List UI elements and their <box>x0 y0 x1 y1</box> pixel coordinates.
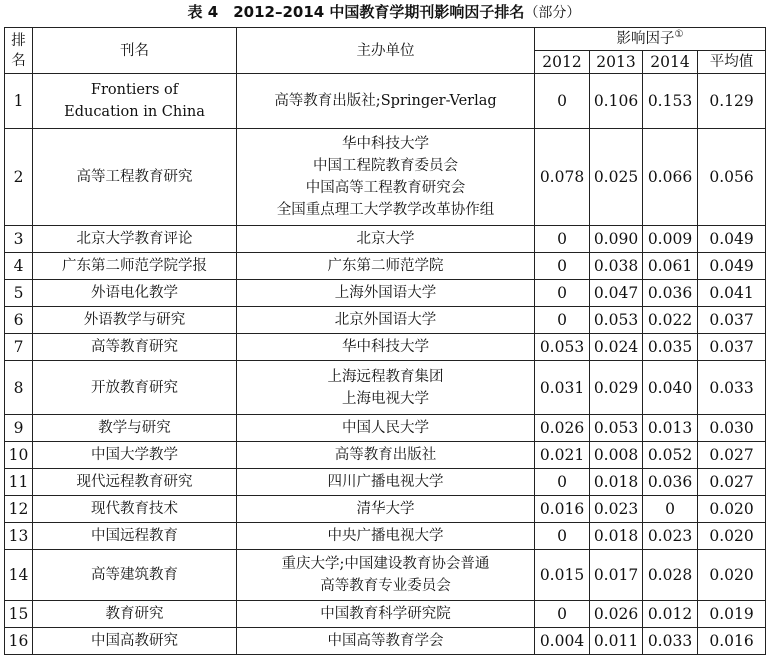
sponsor-cell-line: 中央广播电视大学 <box>327 528 444 544</box>
if-2013-cell: 0.025 <box>590 129 643 226</box>
average-cell: 0.033 <box>698 361 766 415</box>
if-2013-cell: 0.090 <box>590 226 643 253</box>
sponsor-cell-line: 中国高等教育学会 <box>327 633 444 649</box>
if-2013-cell: 0.017 <box>590 550 643 601</box>
year-header-2013: 2013 <box>590 51 643 74</box>
year-header-2014: 2014 <box>643 51 698 74</box>
footnote-mark: ① <box>674 29 684 41</box>
sponsor-cell <box>237 550 535 601</box>
sponsor-cell-line: 广东第二师范学院 <box>327 258 444 274</box>
if-2013-cell: 0.047 <box>590 280 643 307</box>
average-cell: 0.129 <box>698 74 766 129</box>
if-2012-cell: 0.053 <box>535 334 590 361</box>
journal-cell <box>33 334 237 361</box>
average-cell: 0.019 <box>698 601 766 628</box>
sponsor-cell-line: 中国工程院教育委员会 <box>313 158 458 174</box>
sponsor-cell-line: 四川广播电视大学 <box>327 474 444 490</box>
if-2012-cell: 0.021 <box>535 442 590 469</box>
sponsor-cell-line: 上海远程教育集团 <box>327 368 444 385</box>
if-2014-cell: 0.009 <box>643 226 698 253</box>
rank-cell: 12 <box>5 496 33 523</box>
if-2013-cell: 0.053 <box>590 307 643 334</box>
table-row <box>5 74 766 129</box>
if-2013-cell: 0.018 <box>590 469 643 496</box>
if-2012-cell: 0 <box>535 469 590 496</box>
if-2013-cell: 0.008 <box>590 442 643 469</box>
journal-cell <box>33 74 237 129</box>
average-cell: 0.049 <box>698 226 766 253</box>
sponsor-cell-line: 中国高等工程教育研究会 <box>305 180 466 196</box>
if-2012-cell: 0 <box>535 226 590 253</box>
if-2014-cell: 0.022 <box>643 307 698 334</box>
average-cell: 0.037 <box>698 334 766 361</box>
rank-cell: 6 <box>5 307 33 334</box>
sponsor-cell <box>237 442 535 469</box>
journal-cell-line: 中国大学教学 <box>91 447 178 463</box>
journal-cell <box>33 550 237 601</box>
if-2013-cell: 0.026 <box>590 601 643 628</box>
journal-cell <box>33 601 237 628</box>
table-row <box>5 226 766 253</box>
sponsor-cell <box>237 523 535 550</box>
impact-factor-table <box>4 27 766 655</box>
impact-factor-header <box>535 28 766 51</box>
sponsor-cell <box>237 129 535 226</box>
if-2012-cell: 0.015 <box>535 550 590 601</box>
if-2013-cell: 0.053 <box>590 415 643 442</box>
journal-cell <box>33 523 237 550</box>
journal-cell-line: 外语教学与研究 <box>83 312 186 328</box>
table-row <box>5 334 766 361</box>
sponsor-cell <box>237 280 535 307</box>
if-2014-cell: 0.023 <box>643 523 698 550</box>
if-2014-cell: 0.028 <box>643 550 698 601</box>
year-header-2012: 2012 <box>535 51 590 74</box>
rank-cell: 4 <box>5 253 33 280</box>
rank-cell: 1 <box>5 74 33 129</box>
rank-cell: 15 <box>5 601 33 628</box>
sponsor-cell <box>237 74 535 129</box>
average-cell: 0.027 <box>698 469 766 496</box>
journal-cell-line: 开放教育研究 <box>91 379 178 396</box>
table-caption <box>0 0 768 26</box>
if-2012-cell: 0.026 <box>535 415 590 442</box>
rank-cell: 9 <box>5 415 33 442</box>
journal-cell-line: 教学与研究 <box>98 420 171 436</box>
if-2012-cell: 0.016 <box>535 496 590 523</box>
if-2012-cell: 0 <box>535 74 590 129</box>
sponsor-cell <box>237 415 535 442</box>
if-2014-cell: 0.035 <box>643 334 698 361</box>
if-2014-cell: 0.012 <box>643 601 698 628</box>
journal-cell <box>33 226 237 253</box>
rank-cell: 13 <box>5 523 33 550</box>
table-row <box>5 628 766 655</box>
sponsor-cell <box>237 307 535 334</box>
average-cell: 0.027 <box>698 442 766 469</box>
journal-header: 刊名 <box>33 28 237 74</box>
table-row <box>5 469 766 496</box>
sponsor-cell-line: 北京外国语大学 <box>334 312 437 328</box>
table-row <box>5 601 766 628</box>
table-row <box>5 129 766 226</box>
if-2012-cell: 0 <box>535 253 590 280</box>
if-2012-cell: 0.004 <box>535 628 590 655</box>
average-header: 平均值 <box>698 51 766 74</box>
journal-cell-line: 外语电化教学 <box>91 285 178 301</box>
if-2014-cell: 0.052 <box>643 442 698 469</box>
journal-cell-line: 高等工程教育研究 <box>76 169 193 185</box>
sponsor-cell-line: 中国教育科学研究院 <box>320 606 451 622</box>
journal-cell <box>33 361 237 415</box>
impact-factor-label: 影响因子 <box>616 31 675 47</box>
if-2014-cell: 0.061 <box>643 253 698 280</box>
sponsor-cell-line: 高等教育出版社 <box>334 447 437 463</box>
if-2014-cell: 0.036 <box>643 469 698 496</box>
if-2014-cell: 0.036 <box>643 280 698 307</box>
journal-cell-line: 教育研究 <box>105 606 164 622</box>
if-2012-cell: 0 <box>535 523 590 550</box>
table-title: 表 4 2012–2014 中国教育学期刊影响因子排名 <box>187 3 525 21</box>
journal-cell <box>33 129 237 226</box>
if-2012-cell: 0 <box>535 601 590 628</box>
average-cell: 0.041 <box>698 280 766 307</box>
rank-cell: 5 <box>5 280 33 307</box>
sponsor-cell <box>237 601 535 628</box>
if-2014-cell: 0.153 <box>643 74 698 129</box>
average-cell: 0.030 <box>698 415 766 442</box>
journal-cell <box>33 442 237 469</box>
sponsor-cell-line: 清华大学 <box>356 501 415 517</box>
if-2014-cell: 0.066 <box>643 129 698 226</box>
table-row <box>5 253 766 280</box>
table-row <box>5 307 766 334</box>
if-2012-cell: 0.078 <box>535 129 590 226</box>
rank-cell: 3 <box>5 226 33 253</box>
if-2014-cell: 0.013 <box>643 415 698 442</box>
table-row <box>5 550 766 601</box>
sponsor-cell <box>237 628 535 655</box>
table-row <box>5 523 766 550</box>
table-body <box>5 74 766 655</box>
sponsor-header: 主办单位 <box>237 28 535 74</box>
journal-cell-line: 北京大学教育评论 <box>76 231 193 247</box>
journal-cell <box>33 415 237 442</box>
sponsor-cell-line: 高等教育专业委员会 <box>320 578 451 594</box>
rank-cell: 8 <box>5 361 33 415</box>
if-2013-cell: 0.106 <box>590 74 643 129</box>
if-2013-cell: 0.024 <box>590 334 643 361</box>
average-cell: 0.020 <box>698 523 766 550</box>
table-row <box>5 442 766 469</box>
journal-cell <box>33 628 237 655</box>
if-2013-cell: 0.023 <box>590 496 643 523</box>
table-row <box>5 280 766 307</box>
sponsor-cell <box>237 469 535 496</box>
journal-cell-line: 中国高教研究 <box>91 633 178 649</box>
sponsor-cell-line: 北京大学 <box>356 231 415 247</box>
rank-header: 排名 <box>5 28 33 74</box>
rank-cell: 14 <box>5 550 33 601</box>
journal-cell <box>33 253 237 280</box>
table-row <box>5 415 766 442</box>
if-2013-cell: 0.018 <box>590 523 643 550</box>
sponsor-cell-line: 华中科技大学 <box>342 136 429 152</box>
table-row <box>5 361 766 415</box>
average-cell: 0.020 <box>698 550 766 601</box>
sponsor-cell-line: 上海外国语大学 <box>334 285 437 301</box>
journal-cell <box>33 307 237 334</box>
average-cell: 0.020 <box>698 496 766 523</box>
if-2014-cell: 0 <box>643 496 698 523</box>
sponsor-cell-line: 重庆大学;中国建设教育协会普通 <box>281 556 490 572</box>
if-2013-cell: 0.011 <box>590 628 643 655</box>
journal-cell-line: Education in China <box>64 104 205 120</box>
if-2012-cell: 0.031 <box>535 361 590 415</box>
if-2013-cell: 0.038 <box>590 253 643 280</box>
journal-cell <box>33 496 237 523</box>
sponsor-cell-line: 华中科技大学 <box>342 339 429 355</box>
average-cell: 0.049 <box>698 253 766 280</box>
sponsor-cell <box>237 361 535 415</box>
rank-cell: 11 <box>5 469 33 496</box>
rank-cell: 10 <box>5 442 33 469</box>
sponsor-cell-line: 中国人民大学 <box>342 420 429 436</box>
rank-cell: 16 <box>5 628 33 655</box>
sponsor-cell-line: 上海电视大学 <box>342 390 429 407</box>
journal-cell-line: 现代远程教育研究 <box>76 474 193 490</box>
sponsor-cell <box>237 253 535 280</box>
journal-cell <box>33 469 237 496</box>
journal-cell <box>33 280 237 307</box>
journal-cell-line: 高等教育研究 <box>91 339 178 355</box>
rank-cell: 7 <box>5 334 33 361</box>
if-2012-cell: 0 <box>535 280 590 307</box>
if-2014-cell: 0.040 <box>643 361 698 415</box>
sponsor-cell <box>237 496 535 523</box>
sponsor-cell-line: 全国重点理工大学教学改革协作组 <box>276 202 495 218</box>
sponsor-cell <box>237 226 535 253</box>
average-cell: 0.056 <box>698 129 766 226</box>
journal-cell-line: 现代教育技术 <box>91 501 178 517</box>
if-2012-cell: 0 <box>535 307 590 334</box>
journal-cell-line: 广东第二师范学院学报 <box>62 258 207 274</box>
table-row <box>5 496 766 523</box>
header-row-top <box>5 28 766 51</box>
average-cell: 0.037 <box>698 307 766 334</box>
if-2014-cell: 0.033 <box>643 628 698 655</box>
table-title-note: （部分） <box>524 5 581 21</box>
average-cell: 0.016 <box>698 628 766 655</box>
sponsor-cell <box>237 334 535 361</box>
journal-cell-line: 高等建筑教育 <box>91 567 178 583</box>
if-2013-cell: 0.029 <box>590 361 643 415</box>
rank-cell: 2 <box>5 129 33 226</box>
journal-cell-line: Frontiers of <box>90 82 179 98</box>
sponsor-cell-line: 高等教育出版社;Springer-Verlag <box>274 93 497 109</box>
journal-cell-line: 中国远程教育 <box>91 528 178 544</box>
